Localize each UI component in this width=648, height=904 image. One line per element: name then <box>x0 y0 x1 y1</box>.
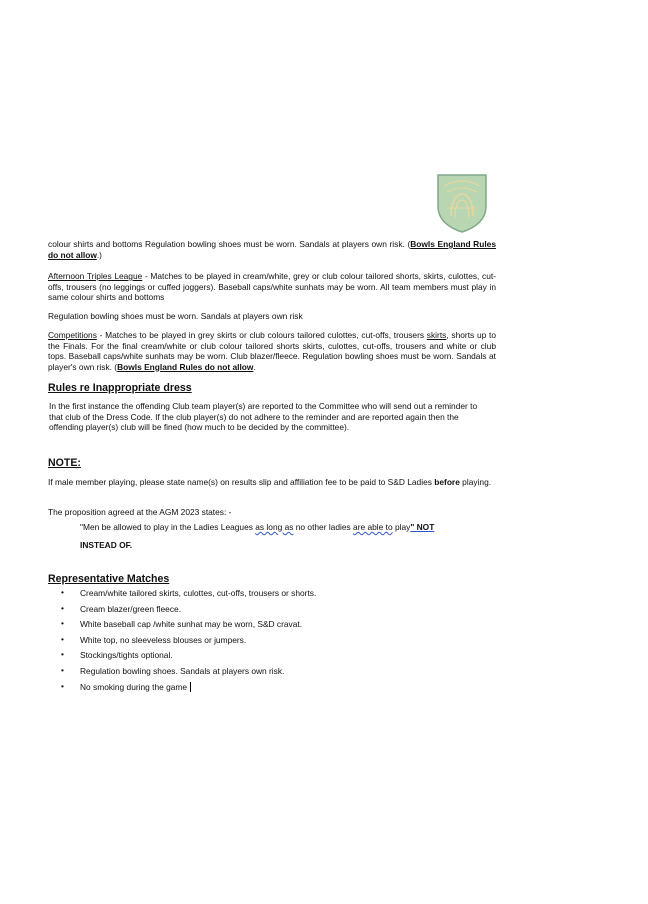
quote-text-flagged: as long as <box>255 522 294 532</box>
bullet-icon: • <box>61 602 64 613</box>
list-item-text: Stockings/tights optional. <box>80 650 173 661</box>
bullet-icon: • <box>61 649 64 660</box>
paragraph-text-end: playing. <box>459 477 492 487</box>
regulation-line: Regulation bowling shoes must be worn. Sandals at players own risk <box>48 311 303 321</box>
rule-emphasis: Bowls England Rules do not allow <box>48 239 496 260</box>
instead-of-line: INSTEAD OF. <box>80 540 133 550</box>
bullet-icon: • <box>61 664 64 675</box>
representative-heading: Representative Matches <box>48 573 170 585</box>
list-item-text: Cream/white tailored skirts, culottes, cut-offs, trousers or shorts. <box>80 588 317 598</box>
paragraph-text: colour shirts and bottoms Regulation bowling shoes must be worn. Sandals at players own risk. ( <box>48 239 411 249</box>
list-item-text: Cream blazer/green fleece. <box>80 603 182 614</box>
proposition-line: The proposition agreed at the AGM 2023 states: - <box>48 507 232 517</box>
paragraph-text-end: . <box>253 361 256 372</box>
bullet-icon: • <box>61 618 64 629</box>
list-item-text: White top, no sleeveless blouses or jumpers. <box>80 634 247 645</box>
paragraph-text: If male member playing, please state name(s) on results slip and affiliation fee to be paid to S&D Ladies <box>48 477 435 487</box>
not-word: " NOT <box>410 522 435 532</box>
paragraph-bowling-shoes <box>48 239 496 260</box>
club-crest-icon <box>435 172 489 234</box>
rules-heading: Rules re Inappropriate dress <box>48 382 192 394</box>
quote-text: no other ladies <box>293 522 354 532</box>
list-item-text: No smoking during the game <box>80 681 188 692</box>
text-cursor[interactable] <box>190 682 191 692</box>
paragraph-text: - Matches to be played in cream/white, grey or club colour tailored shorts, skirts, culottes, cut-offs, trousers (no leggings or cuffed joggers). Baseball caps/white sunhats may be worn. All team members must play in same colour shirts and bottoms <box>48 271 496 303</box>
rules-paragraph: In the first instance the offending Club team player(s) are reported to the Committee who will send out a reminder to that club of the Dress Code. If the club player(s) do not adhere to the reminder and are reported again then the offending player(s) club will be fined (how much to be decided by the committee). <box>49 401 478 433</box>
quote-text-flagged: are able to <box>353 522 393 532</box>
rule-emphasis: Bowls England Rules do not allow <box>117 361 254 372</box>
list-item <box>58 682 316 698</box>
list-item-text: Regulation bowling shoes. Sandals at players own risk. <box>80 665 285 676</box>
note-heading: NOTE: <box>48 457 81 469</box>
paragraph-afternoon-triples <box>48 271 496 303</box>
paragraph-competitions <box>48 330 496 372</box>
list-item-text: White baseball cap /white sunhat may be worn, S&D cravat. <box>80 619 303 630</box>
competitions-label: Competitions <box>48 330 97 340</box>
before-word: before <box>434 477 460 487</box>
bullet-icon: • <box>61 680 64 691</box>
quote-text: play <box>392 522 411 532</box>
afternoon-triples-label: Afternoon Triples League <box>48 271 143 281</box>
list-item <box>58 604 316 620</box>
note-paragraph <box>48 477 496 488</box>
bullet-icon: • <box>61 587 64 597</box>
list-item <box>58 619 316 635</box>
proposition-quote <box>80 522 434 533</box>
bullet-icon: • <box>61 633 64 644</box>
list-item <box>58 650 316 666</box>
paragraph-text: - Matches to be played in grey skirts or club colours tailored culottes, cut-offs, trousers <box>96 330 427 340</box>
quote-text: "Men be allowed to play in the Ladies Leagues <box>80 522 256 532</box>
list-item <box>58 635 316 651</box>
representative-list <box>58 588 316 697</box>
skirts-word: skirts <box>426 330 447 340</box>
paragraph-text: , shorts up to the Finals. For the final cream/white or club colour tailored shorts skirts, culottes, cut-offs, trousers and white or club tops. Baseball caps/white sunhats may be worn. Club blazer/fleece. Regulation bowling shoes must be worn. Sandals at player's own risk. ( <box>48 330 496 372</box>
list-item <box>58 666 316 682</box>
list-item <box>58 588 316 604</box>
paragraph-text-end: .) <box>96 249 102 260</box>
